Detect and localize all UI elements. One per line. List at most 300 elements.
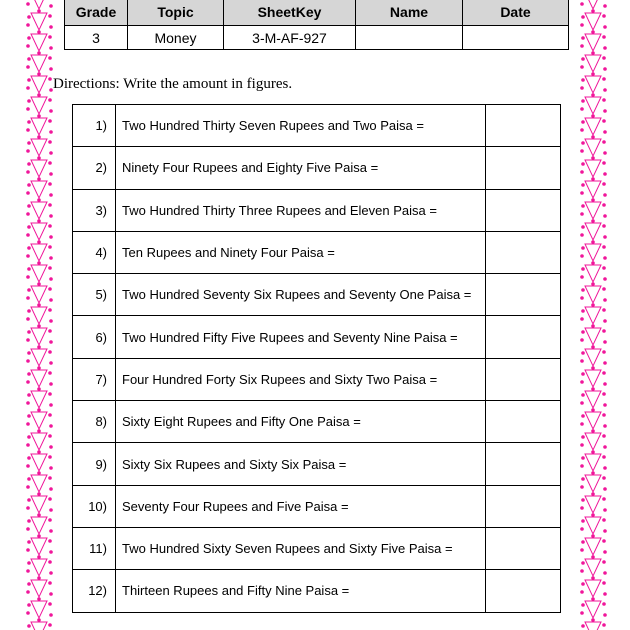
border-dot-ornament [581,267,585,271]
border-dot-ornament [581,435,585,439]
answer-box[interactable] [486,316,561,358]
border-dot-ornament [580,254,584,258]
border-dot-ornament [49,592,53,596]
answer-box[interactable] [486,147,561,189]
border-dot-ornament [27,498,31,502]
border-dot-ornament [602,455,606,459]
border-triangle-ornament [585,139,601,156]
border-dot-ornament [603,25,607,29]
border-dot-ornament [37,30,41,34]
border-dot-ornament [27,204,31,208]
border-dot-ornament [602,140,606,144]
border-dot-ornament [591,240,595,244]
border-dot-ornament [581,162,585,166]
border-dot-ornament [49,508,53,512]
border-dot-ornament [603,550,607,554]
border-dot-ornament [49,382,53,386]
border-triangle-ornament [31,370,47,387]
border-dot-ornament [26,254,30,258]
question-row [73,570,561,612]
border-dot-ornament [580,296,584,300]
answer-box[interactable] [486,274,561,316]
border-dot-ornament [581,498,585,502]
border-dot-ornament [591,93,595,97]
border-dot-ornament [48,518,52,522]
question-row [73,401,561,443]
question-text: Two Hundred Fifty Five Rupees and Seventy Nine Paisa = [116,316,486,358]
border-dot-ornament [602,497,606,501]
border-dot-ornament [26,86,30,90]
border-dot-ornament [48,77,52,81]
border-dot-ornament [48,119,52,123]
border-triangle-ornament [585,391,601,408]
border-dot-ornament [581,477,585,481]
border-dot-ornament [602,392,606,396]
border-dot-ornament [49,613,53,617]
border-dot-ornament [591,492,595,496]
border-dot-ornament [591,471,595,475]
answer-box[interactable] [486,189,561,231]
border-dot-ornament [27,36,31,40]
border-dot-ornament [602,56,606,60]
border-dot-ornament [27,561,31,565]
border-dot-ornament [580,422,584,426]
border-dot-ornament [581,288,585,292]
border-dot-ornament [26,23,30,27]
question-number: 6) [73,316,116,358]
border-triangle-ornament [31,118,47,135]
border-dot-ornament [603,361,607,365]
border-triangle-ornament [585,580,601,597]
border-dot-ornament [581,330,585,334]
border-dot-ornament [603,214,607,218]
border-dot-ornament [27,288,31,292]
border-dot-ornament [603,613,607,617]
border-dot-ornament [37,93,41,97]
border-dot-ornament [603,235,607,239]
border-dot-ornament [602,329,606,333]
border-triangle-ornament [31,307,47,324]
border-triangle-ornament [31,139,47,156]
border-dot-ornament [581,603,585,607]
border-triangle-ornament [31,391,47,408]
border-dot-ornament [27,582,31,586]
border-dot-ornament [602,287,606,291]
border-triangle-ornament [585,370,601,387]
border-dot-ornament [27,624,31,628]
border-dot-ornament [26,464,30,468]
border-dot-ornament [603,46,607,50]
question-text: Seventy Four Rupees and Five Paisa = [116,485,486,527]
border-triangle-ornament [585,475,601,492]
border-dot-ornament [37,597,41,601]
border-dot-ornament [591,9,595,13]
border-dot-ornament [49,466,53,470]
question-number: 9) [73,443,116,485]
border-dot-ornament [580,86,584,90]
border-dot-ornament [591,324,595,328]
border-dot-ornament [603,424,607,428]
border-dot-ornament [49,277,53,281]
border-dot-ornament [27,57,31,61]
border-dot-ornament [27,246,31,250]
border-dot-ornament [48,350,52,354]
border-triangle-ornament [585,223,601,240]
border-triangle-ornament [585,496,601,513]
border-dot-ornament [602,161,606,165]
border-dot-ornament [581,456,585,460]
border-dot-ornament [48,434,52,438]
question-text: Sixty Six Rupees and Sixty Six Paisa = [116,443,486,485]
border-triangle-ornament [585,0,601,9]
border-dot-ornament [581,582,585,586]
border-dot-ornament [37,198,41,202]
border-dot-ornament [37,576,41,580]
question-row [73,105,561,147]
border-dot-ornament [27,162,31,166]
border-dot-ornament [26,527,30,531]
border-dot-ornament [27,120,31,124]
border-triangle-ornament [31,0,47,9]
border-dot-ornament [591,51,595,55]
border-dot-ornament [26,590,30,594]
answer-box[interactable] [486,443,561,485]
border-triangle-ornament [585,202,601,219]
border-dot-ornament [602,413,606,417]
border-dot-ornament [581,225,585,229]
border-dot-ornament [580,107,584,111]
border-dot-ornament [591,198,595,202]
border-triangle-ornament [31,454,47,471]
question-number: 5) [73,274,116,316]
border-dot-ornament [602,119,606,123]
border-dot-ornament [591,114,595,118]
border-dot-ornament [37,72,41,76]
border-dot-ornament [49,193,53,197]
border-dot-ornament [580,233,584,237]
border-dot-ornament [26,422,30,426]
answer-box[interactable] [486,231,561,273]
border-triangle-ornament [31,496,47,513]
border-dot-ornament [580,44,584,48]
question-text: Two Hundred Sixty Seven Rupees and Sixty Five Paisa = [116,527,486,569]
border-dot-ornament [49,298,53,302]
border-dot-ornament [27,393,31,397]
border-dot-ornament [26,233,30,237]
border-dot-ornament [580,527,584,531]
border-triangle-ornament [31,181,47,198]
border-dot-ornament [48,140,52,144]
decorative-border-left [24,0,54,630]
border-triangle-ornament [585,13,601,30]
border-dot-ornament [27,603,31,607]
border-dot-ornament [37,135,41,139]
border-dot-ornament [26,107,30,111]
border-triangle-ornament [31,265,47,282]
sheetkey-header: SheetKey [224,0,356,26]
border-dot-ornament [27,477,31,481]
border-dot-ornament [602,350,606,354]
border-dot-ornament [602,266,606,270]
answer-box[interactable] [486,527,561,569]
border-dot-ornament [602,518,606,522]
border-dot-ornament [602,203,606,207]
border-dot-ornament [27,141,31,145]
border-triangle-ornament [31,97,47,114]
border-dot-ornament [602,602,606,606]
grade-value: 3 [65,26,128,50]
border-dot-ornament [37,177,41,181]
question-number: 2) [73,147,116,189]
border-triangle-ornament [31,433,47,450]
border-triangle-ornament [31,76,47,93]
border-dot-ornament [591,135,595,139]
border-dot-ornament [26,506,30,510]
border-triangle-ornament [31,223,47,240]
border-dot-ornament [37,387,41,391]
border-dot-ornament [26,212,30,216]
info-header-row [65,0,569,26]
border-triangle-ornament [585,349,601,366]
border-dot-ornament [26,170,30,174]
border-dot-ornament [603,67,607,71]
border-dot-ornament [602,308,606,312]
border-dot-ornament [602,14,606,18]
border-dot-ornament [49,424,53,428]
border-dot-ornament [591,177,595,181]
border-dot-ornament [580,128,584,132]
border-dot-ornament [580,569,584,573]
directions-text: Directions: Write the amount in figures. [53,76,293,92]
border-dot-ornament [603,382,607,386]
border-dot-ornament [26,191,30,195]
question-row [73,527,561,569]
question-text: Two Hundred Thirty Seven Rupees and Two Paisa = [116,105,486,147]
border-triangle-ornament [31,475,47,492]
border-dot-ornament [580,359,584,363]
border-dot-ornament [37,282,41,286]
border-dot-ornament [591,576,595,580]
border-dot-ornament [48,161,52,165]
border-dot-ornament [591,345,595,349]
border-dot-ornament [48,455,52,459]
answer-box[interactable] [486,358,561,400]
border-triangle-ornament [585,328,601,345]
border-dot-ornament [49,151,53,155]
border-dot-ornament [27,456,31,460]
date-header: Date [463,0,569,26]
answer-box[interactable] [486,401,561,443]
border-dot-ornament [603,151,607,155]
border-dot-ornament [49,46,53,50]
border-triangle-ornament [31,160,47,177]
question-row [73,231,561,273]
question-row [73,147,561,189]
border-dot-ornament [37,429,41,433]
border-dot-ornament [602,77,606,81]
border-triangle-ornament [585,181,601,198]
border-dot-ornament [48,203,52,207]
border-dot-ornament [37,471,41,475]
border-dot-ornament [26,569,30,573]
border-dot-ornament [37,555,41,559]
border-dot-ornament [27,99,31,103]
border-dot-ornament [37,408,41,412]
question-row [73,316,561,358]
border-dot-ornament [603,508,607,512]
border-triangle-ornament [31,244,47,261]
border-dot-ornament [26,128,30,132]
border-dot-ornament [27,309,31,313]
border-dot-ornament [591,513,595,517]
question-row [73,274,561,316]
answer-box[interactable] [486,485,561,527]
border-dot-ornament [49,214,53,218]
border-dot-ornament [49,361,53,365]
topic-header: Topic [128,0,224,26]
border-triangle-ornament [585,160,601,177]
border-dot-ornament [580,65,584,69]
border-dot-ornament [580,506,584,510]
border-triangle-ornament [585,454,601,471]
border-dot-ornament [26,275,30,279]
question-text: Two Hundred Seventy Six Rupees and Seventy One Paisa = [116,274,486,316]
border-triangle-ornament [31,412,47,429]
border-dot-ornament [48,266,52,270]
border-dot-ornament [27,183,31,187]
border-dot-ornament [580,2,584,6]
question-number: 8) [73,401,116,443]
border-triangle-ornament [31,601,47,618]
border-triangle-ornament [585,244,601,261]
decorative-border-right [578,0,608,630]
question-row [73,485,561,527]
border-dot-ornament [37,9,41,13]
border-dot-ornament [27,225,31,229]
border-dot-ornament [591,534,595,538]
border-dot-ornament [49,172,53,176]
border-dot-ornament [26,296,30,300]
border-dot-ornament [37,366,41,370]
border-dot-ornament [603,172,607,176]
date-field[interactable] [463,26,569,50]
border-dot-ornament [580,590,584,594]
border-dot-ornament [580,485,584,489]
border-triangle-ornament [31,349,47,366]
border-dot-ornament [603,88,607,92]
border-dot-ornament [581,183,585,187]
border-dot-ornament [49,25,53,29]
border-dot-ornament [581,393,585,397]
border-dot-ornament [37,156,41,160]
border-dot-ornament [580,149,584,153]
border-dot-ornament [602,35,606,39]
worksheet-info-table [64,0,569,50]
border-triangle-ornament [31,13,47,30]
border-dot-ornament [581,57,585,61]
border-dot-ornament [603,571,607,575]
border-triangle-ornament [585,286,601,303]
border-dot-ornament [602,182,606,186]
border-dot-ornament [591,597,595,601]
answer-box[interactable] [486,570,561,612]
border-dot-ornament [48,308,52,312]
border-dot-ornament [581,141,585,145]
border-dot-ornament [48,413,52,417]
border-dot-ornament [580,338,584,342]
border-dot-ornament [581,78,585,82]
border-dot-ornament [37,513,41,517]
border-dot-ornament [591,303,595,307]
name-field[interactable] [356,26,463,50]
border-dot-ornament [581,246,585,250]
question-number: 4) [73,231,116,273]
border-dot-ornament [26,149,30,153]
border-triangle-ornament [585,433,601,450]
border-triangle-ornament [31,622,47,630]
question-number: 10) [73,485,116,527]
border-dot-ornament [37,450,41,454]
border-dot-ornament [591,261,595,265]
border-dot-ornament [49,340,53,344]
border-dot-ornament [602,434,606,438]
question-row [73,358,561,400]
border-dot-ornament [580,380,584,384]
border-dot-ornament [580,443,584,447]
border-dot-ornament [580,191,584,195]
border-dot-ornament [581,36,585,40]
question-text: Ten Rupees and Ninety Four Paisa = [116,231,486,273]
question-number: 1) [73,105,116,147]
border-triangle-ornament [585,517,601,534]
border-dot-ornament [580,170,584,174]
border-dot-ornament [581,561,585,565]
border-dot-ornament [48,392,52,396]
border-dot-ornament [37,618,41,622]
border-dot-ornament [580,212,584,216]
border-triangle-ornament [31,580,47,597]
border-dot-ornament [48,287,52,291]
border-dot-ornament [48,623,52,627]
border-dot-ornament [603,592,607,596]
border-dot-ornament [26,611,30,615]
border-dot-ornament [49,67,53,71]
border-dot-ornament [49,550,53,554]
border-dot-ornament [27,78,31,82]
border-dot-ornament [27,351,31,355]
border-dot-ornament [27,519,31,523]
answer-box[interactable] [486,105,561,147]
border-dot-ornament [580,401,584,405]
border-triangle-ornament [585,559,601,576]
border-triangle-ornament [585,118,601,135]
border-triangle-ornament [31,286,47,303]
border-dot-ornament [49,256,53,260]
border-dot-ornament [37,114,41,118]
info-value-row [65,26,569,50]
border-dot-ornament [48,497,52,501]
border-dot-ornament [591,156,595,160]
border-dot-ornament [580,275,584,279]
border-dot-ornament [49,4,53,8]
border-dot-ornament [580,464,584,468]
border-dot-ornament [603,340,607,344]
question-number: 3) [73,189,116,231]
border-dot-ornament [49,109,53,113]
border-dot-ornament [580,317,584,321]
question-row [73,443,561,485]
border-dot-ornament [37,240,41,244]
